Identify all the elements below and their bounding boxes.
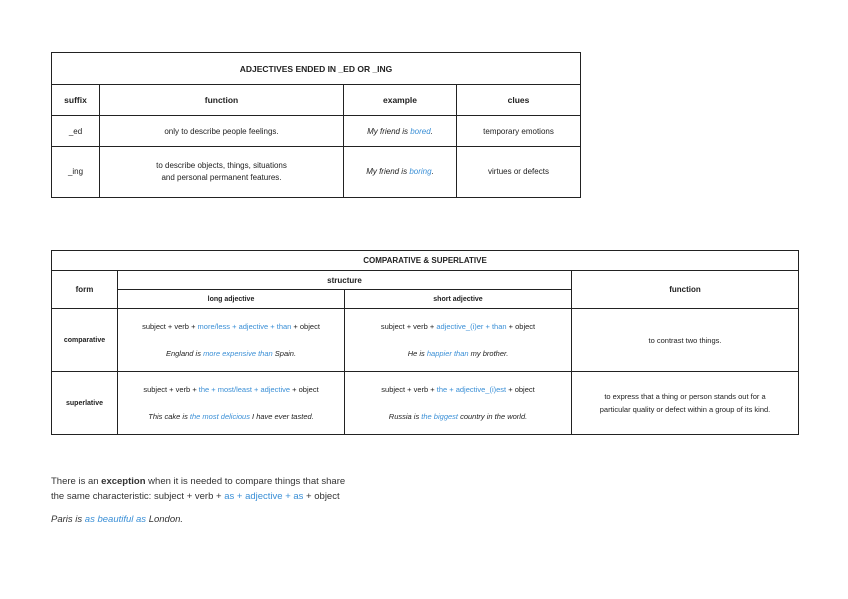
- table2-header-short-adjective: short adjective: [345, 290, 572, 309]
- note-highlight: as beautiful as: [84, 514, 147, 525]
- formula-line: [122, 322, 340, 331]
- example-text: .: [431, 167, 434, 176]
- example-text: country in the world.: [458, 412, 528, 421]
- table2-header-structure: structure: [118, 271, 572, 290]
- table1-title: ADJECTIVES ENDED IN _ED OR _ING: [52, 53, 581, 85]
- formula-text: + object: [506, 385, 535, 394]
- formula-highlight: the + adjective_(i)est: [436, 385, 507, 394]
- note-text: the same characteristic: subject + verb +: [51, 491, 225, 502]
- example-text: .: [430, 126, 433, 136]
- example-highlight: happier than: [426, 349, 469, 358]
- formula-text: subject + verb +: [143, 385, 199, 394]
- example-highlight: boring: [409, 167, 432, 176]
- formula-text: subject + verb +: [380, 322, 437, 331]
- clues-cell: temporary emotions: [457, 116, 581, 147]
- formula-highlight: more/less + adjective + than: [197, 322, 292, 331]
- formula-text: subject + verb +: [381, 385, 437, 394]
- table1-header-function: function: [100, 85, 344, 116]
- example-text: Russia is: [388, 412, 422, 421]
- note-line: [51, 489, 471, 504]
- table-row: [52, 372, 799, 435]
- exception-note: [51, 474, 471, 527]
- example-line: [349, 349, 567, 358]
- note-text: when it is needed to compare things that share: [145, 476, 346, 487]
- table1-header-example: example: [344, 85, 457, 116]
- long-adjective-cell: [118, 309, 345, 372]
- formula-line: [349, 322, 567, 331]
- formula-text: + object: [290, 385, 319, 394]
- example-text: I have ever tasted.: [249, 412, 314, 421]
- example-cell: [344, 147, 457, 198]
- example-text: My friend is: [366, 167, 410, 176]
- table2-header-long-adjective: long adjective: [118, 290, 345, 309]
- long-adjective-cell: [118, 372, 345, 435]
- table2-title: COMPARATIVE & SUPERLATIVE: [52, 251, 799, 271]
- example-text: He is: [407, 349, 427, 358]
- example-text: my brother.: [468, 349, 509, 358]
- formula-text: + object: [506, 322, 536, 331]
- note-text: London.: [146, 514, 184, 525]
- function-line: and personal permanent features.: [161, 173, 282, 182]
- example-line: [122, 412, 340, 421]
- table-row: [52, 116, 581, 147]
- table2-header-form: form: [52, 271, 118, 309]
- example-text: England is: [165, 349, 204, 358]
- note-example: [51, 512, 471, 527]
- short-adjective-cell: [345, 309, 572, 372]
- formula-line: [122, 385, 340, 394]
- example-cell: [344, 116, 457, 147]
- table-row: [52, 147, 581, 198]
- formula-highlight: the + most/least + adjective: [198, 385, 291, 394]
- function-line: to express that a thing or person stands out for a: [604, 392, 766, 401]
- formula-text: + object: [291, 322, 320, 331]
- adjectives-ed-ing-table: [51, 52, 581, 198]
- example-highlight: the most delicious: [189, 412, 250, 421]
- form-cell: superlative: [52, 372, 118, 435]
- example-highlight: bored: [410, 126, 431, 136]
- function-cell: [100, 147, 344, 198]
- example-text: This cake is: [148, 412, 190, 421]
- formula-text: subject + verb +: [142, 322, 198, 331]
- suffix-cell: _ing: [52, 147, 100, 198]
- table-row: [52, 309, 799, 372]
- formula-highlight: adjective_(i)er + than: [436, 322, 507, 331]
- table1-header-suffix: suffix: [52, 85, 100, 116]
- short-adjective-cell: [345, 372, 572, 435]
- example-highlight: the biggest: [421, 412, 458, 421]
- suffix-cell: _ed: [52, 116, 100, 147]
- note-highlight: as + adjective + as: [224, 491, 304, 502]
- note-text: + object: [303, 491, 340, 502]
- function-cell: to contrast two things.: [572, 309, 799, 372]
- table1-header-clues: clues: [457, 85, 581, 116]
- example-line: [122, 349, 340, 358]
- function-cell: only to describe people feelings.: [100, 116, 344, 147]
- formula-line: [349, 385, 567, 394]
- clues-cell: virtues or defects: [457, 147, 581, 198]
- comparative-superlative-table: [51, 250, 799, 435]
- note-text: There is an: [51, 476, 102, 487]
- form-cell: comparative: [52, 309, 118, 372]
- example-text: My friend is: [367, 126, 411, 136]
- function-cell: [572, 372, 799, 435]
- function-line: to describe objects, things, situations: [156, 161, 287, 170]
- function-line: particular quality or defect within a group of its kind.: [599, 405, 771, 414]
- example-highlight: more expensive than: [203, 349, 273, 358]
- example-text: Spain.: [272, 349, 297, 358]
- table2-header-function: function: [572, 271, 799, 309]
- example-line: [349, 412, 567, 421]
- note-bold: exception: [101, 476, 146, 487]
- note-text: Paris is: [51, 514, 85, 525]
- note-line: [51, 474, 471, 489]
